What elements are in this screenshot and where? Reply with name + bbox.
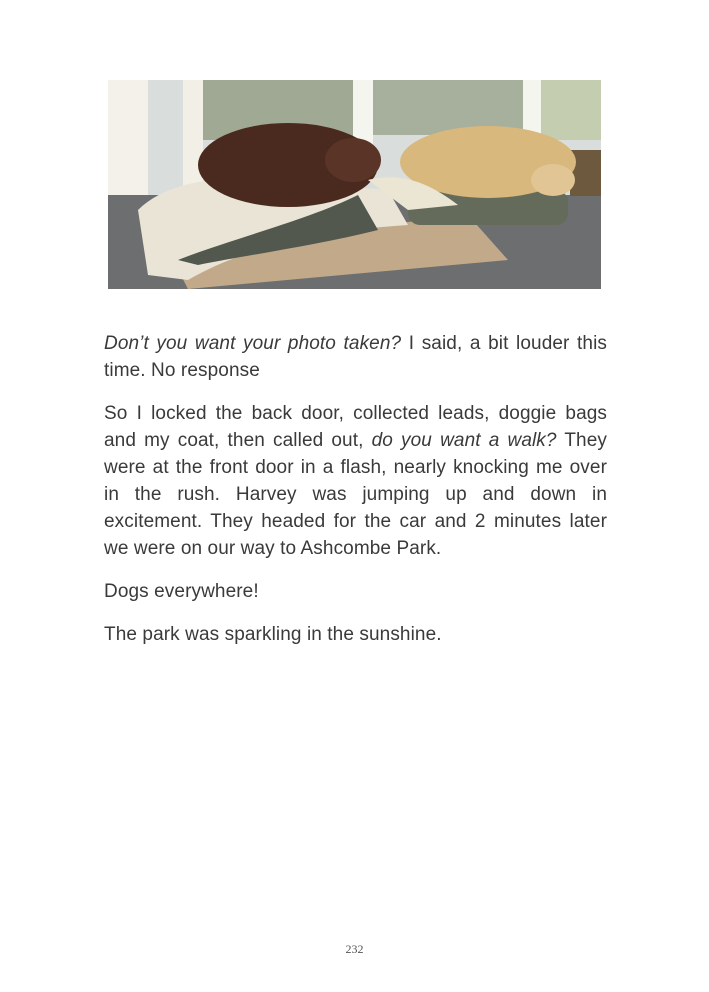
paragraph-text: I said, a bit louder this time. No response — [104, 333, 607, 381]
paragraph-park — [104, 621, 607, 648]
paragraph-walk — [104, 400, 607, 562]
italic-question: Don’t you want your photo taken? — [104, 333, 402, 354]
paragraph-dogs — [104, 578, 607, 605]
paragraph-text: Dogs everywhere! — [104, 581, 259, 602]
page-number: 232 — [345, 942, 364, 956]
paragraph-text: The park was sparkling in the sunshine. — [104, 624, 442, 645]
paragraph-text: So I locked the back door, collected leads, doggie bags and my coat, then called out, — [104, 403, 607, 451]
body-text — [104, 330, 607, 664]
italic-walk-question: do you want a walk? — [371, 430, 557, 451]
paragraph-photo — [104, 330, 607, 384]
paragraph-text: They were at the front door in a flash, nearly knocking me over in the rush. Harvey was jumping up and down in excitement. They headed for the car and 2 minutes later we were on our way to Ashcombe Park. — [104, 430, 607, 559]
dogs-photo — [108, 80, 601, 289]
